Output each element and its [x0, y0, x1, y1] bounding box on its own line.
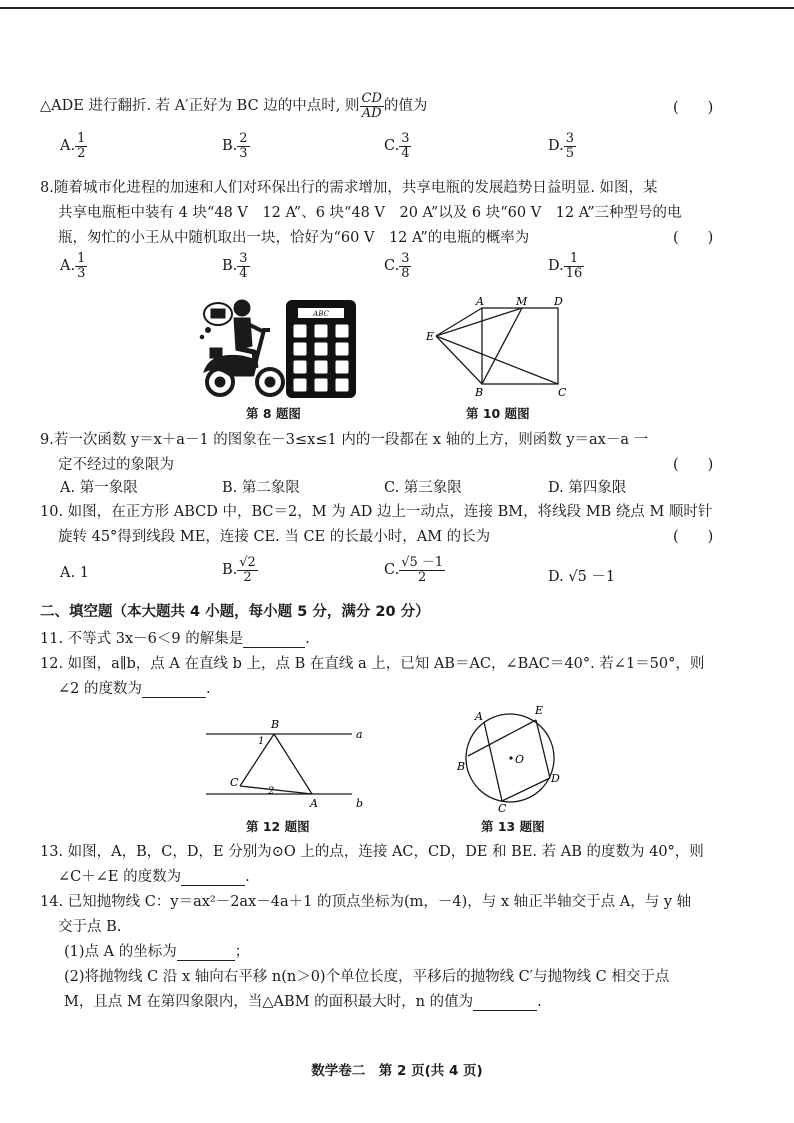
q8-line1: 8.随着城市化进程的加速和人们对环保出行的需求增加，共享电瓶的发展趋势日益明显. 如图，某 — [40, 180, 658, 196]
frac-den: 3 — [77, 265, 86, 281]
q10-option-d: D. √5 －1 — [548, 569, 616, 585]
q14-part1-end: ； — [234, 944, 250, 960]
q12-line1: 12. 如图，a∥b，点 A 在直线 b 上，点 B 在直线 a 上，已知 AB＝AC，∠BAC＝40°. 若∠1＝50°，则 — [40, 656, 705, 672]
fig12-label-B: B — [271, 718, 280, 731]
fig10-label-E: E — [426, 330, 435, 343]
q13-text: ∠C＋∠E 的度数为 — [58, 869, 182, 885]
fig13-center-dot — [509, 756, 512, 759]
q9-line1: 9.若一次函数 y＝x＋a－1 的图象在－3≤x≤1 内的一段都在 x 轴的上方，则函数 y＝ax－a 一 — [40, 432, 649, 448]
frac-num: 3 — [565, 131, 574, 146]
frac-num: 2 — [239, 131, 248, 146]
q7-option-d — [548, 132, 576, 160]
opt-letter: C. — [384, 258, 400, 275]
q14-part2-line2 — [64, 990, 542, 1011]
frac-num: 1 — [77, 251, 86, 266]
q11-end: . — [305, 631, 310, 647]
frac-den: 16 — [565, 265, 583, 281]
q9-option-c: C. 第三象限 — [384, 480, 462, 496]
q7-frac-den: AD — [361, 105, 382, 121]
fig13-label-D: D — [551, 772, 560, 785]
q12-end: . — [205, 681, 211, 697]
fig10-diagram — [420, 292, 580, 402]
fig13-label-E: E — [535, 704, 544, 717]
top-border — [0, 7, 794, 9]
frac-num: 3 — [401, 251, 410, 266]
q14-part2-end: . — [537, 994, 542, 1010]
opt-frac — [564, 132, 576, 160]
q7-stem-text: △ADE 进行翻折. 若 A′正好为 BC 边的中点时, 则 — [40, 98, 360, 115]
opt-letter: D. — [548, 258, 564, 275]
q14-part1-blank[interactable] — [177, 944, 235, 961]
q14-part2-line1: (2)将抛物线 C 沿 x 轴向右平移 n(n＞0)个单位长度，平移后的抛物线 C′与抛物线 C 相交于点 — [64, 969, 670, 985]
frac-num: √2 — [239, 555, 256, 570]
q14-line2: 交于点 B. — [58, 919, 122, 935]
opt-frac — [237, 132, 249, 160]
q13-answer-blank[interactable] — [181, 869, 245, 886]
fig10-label-C: C — [558, 386, 567, 399]
opt-frac — [75, 132, 87, 160]
fig12-caption: 第 12 题图 — [246, 819, 310, 834]
frac-den: 4 — [239, 265, 248, 281]
opt-frac — [564, 252, 585, 280]
opt-letter: A. — [60, 258, 76, 275]
q10-option-b — [222, 556, 258, 584]
frac-den: 2 — [77, 145, 86, 161]
opt-letter: B. — [222, 562, 238, 579]
frac-num: 3 — [239, 251, 248, 266]
fig10-label-D: D — [554, 295, 563, 308]
frac-num: 1 — [564, 252, 585, 267]
q7-frac-num: CD — [361, 91, 382, 106]
opt-frac — [237, 556, 258, 584]
q14-part2-text: M，且点 M 在第四象限内，当△ABM 的面积最大时，n 的值为 — [64, 994, 474, 1010]
opt-letter: B. — [222, 138, 238, 155]
fig12-diagram — [200, 712, 370, 812]
frac-den: 2 — [243, 569, 252, 585]
q14-part1-text: (1)点 A 的坐标为 — [64, 944, 177, 960]
q9-line2: 定不经过的象限为 — [58, 457, 174, 473]
q7-stem-end: 的值为 — [383, 98, 428, 115]
fig13-caption: 第 13 题图 — [481, 819, 545, 834]
q14-part1 — [64, 940, 249, 961]
frac-den: 3 — [239, 145, 248, 161]
opt-frac — [399, 556, 445, 584]
q9-option-b: B. 第二象限 — [222, 480, 300, 496]
fig13-label-O: O — [515, 753, 525, 766]
fig12-label-1: 1 — [258, 736, 265, 747]
opt-frac — [399, 132, 411, 160]
q7-option-a — [60, 132, 87, 160]
q8-option-d — [548, 252, 584, 280]
q13-line1: 13. 如图，A，B，C，D，E 分别为⊙O 上的点，连接 AC，CD，DE 和 BE. 若 AB 的度数为 40°，则 — [40, 844, 704, 860]
q8-line2: 共享电瓶柜中装有 4 块“48 V 12 A”、6 块“48 V 20 A”以及 6 块“60 V 12 A”三种型号的电 — [58, 205, 682, 221]
opt-frac — [75, 252, 87, 280]
cabinet-label: ABC — [313, 310, 329, 318]
q7-option-b — [222, 132, 250, 160]
q10-answer-paren: ( ) — [673, 529, 714, 545]
opt-letter: A. — [60, 138, 76, 155]
opt-letter: B. — [222, 258, 238, 275]
frac-num: 3 — [401, 131, 410, 146]
opt-letter: D. — [548, 138, 564, 155]
q12-text: ∠2 的度数为 — [58, 681, 142, 697]
q8-option-a — [60, 252, 87, 280]
q9-answer-paren: ( ) — [673, 457, 714, 473]
fig12-label-A: A — [310, 797, 318, 810]
q14-line1: 14. 已知抛物线 C：y＝ax²－2ax－4a＋1 的顶点坐标为(m，－4)，与 x 轴正半轴交于点 A，与 y 轴 — [40, 894, 692, 910]
q13-end: . — [245, 869, 250, 885]
frac-den: 2 — [418, 569, 427, 585]
q10-line1: 10. 如图，在正方形 ABCD 中，BC＝2，M 为 AD 边上一动点，连接 BM，将线段 MB 绕点 M 顺时针 — [40, 504, 713, 520]
opt-letter: C. — [384, 138, 400, 155]
opt-frac — [399, 252, 411, 280]
frac-num: √5 －1 — [401, 555, 444, 570]
q8-option-c — [384, 252, 411, 280]
scooter-icon — [200, 300, 283, 395]
q14-part2-blank[interactable] — [473, 994, 537, 1011]
fig10-label-M: M — [516, 295, 528, 308]
fig12-label-C: C — [230, 776, 239, 789]
page-footer: 数学卷二 第 2 页(共 4 页) — [311, 1063, 483, 1079]
q12-answer-blank[interactable] — [142, 681, 206, 698]
q11-line — [40, 627, 310, 648]
fig10-label-A: A — [476, 295, 484, 308]
fig8-illustration — [190, 290, 370, 400]
q7-option-c — [384, 132, 411, 160]
q7-answer-paren: ( ) — [673, 100, 714, 116]
q7-stem — [40, 92, 427, 120]
fig10-caption: 第 10 题图 — [466, 406, 530, 421]
fig12-label-a: a — [356, 728, 363, 741]
q11-answer-blank[interactable] — [243, 631, 305, 648]
fig12-label-b: b — [356, 797, 364, 810]
battery-cabinet-icon — [286, 300, 356, 398]
q8-answer-paren: ( ) — [673, 230, 714, 246]
fig8-caption: 第 8 题图 — [246, 406, 301, 421]
frac-den: 4 — [401, 145, 410, 161]
q13-line2 — [58, 865, 250, 886]
fig13-label-A: A — [475, 710, 483, 723]
fig13-diagram — [450, 700, 580, 812]
opt-letter: C. — [384, 562, 400, 579]
opt-frac — [237, 252, 249, 280]
section2-heading: 二、填空题（本大题共 4 小题，每小题 5 分，满分 20 分） — [40, 604, 430, 620]
q12-line2 — [58, 677, 211, 698]
q10-line2: 旋转 45°得到线段 ME，连接 CE. 当 CE 的长最小时，AM 的长为 — [58, 529, 491, 545]
q10-option-a: A. 1 — [60, 565, 89, 581]
frac-num: 1 — [77, 131, 86, 146]
fig10-label-B: B — [475, 386, 484, 399]
fig12-label-2: 2 — [268, 786, 275, 797]
fig13-label-C: C — [498, 802, 507, 812]
q9-option-d: D. 第四象限 — [548, 480, 627, 496]
q8-option-b — [222, 252, 250, 280]
q8-line3: 瓶，匆忙的小王从中随机取出一块，恰好为“60 V 12 A”的电瓶的概率为 — [58, 230, 530, 246]
frac-den: 8 — [401, 265, 410, 281]
q7-fraction — [360, 92, 384, 120]
q10-option-c — [384, 556, 445, 584]
frac-den: 5 — [565, 145, 574, 161]
q9-option-a: A. 第一象限 — [60, 480, 138, 496]
q11-text: 11. 不等式 3x－6＜9 的解集是 — [40, 631, 244, 647]
fig13-label-B: B — [457, 760, 466, 773]
